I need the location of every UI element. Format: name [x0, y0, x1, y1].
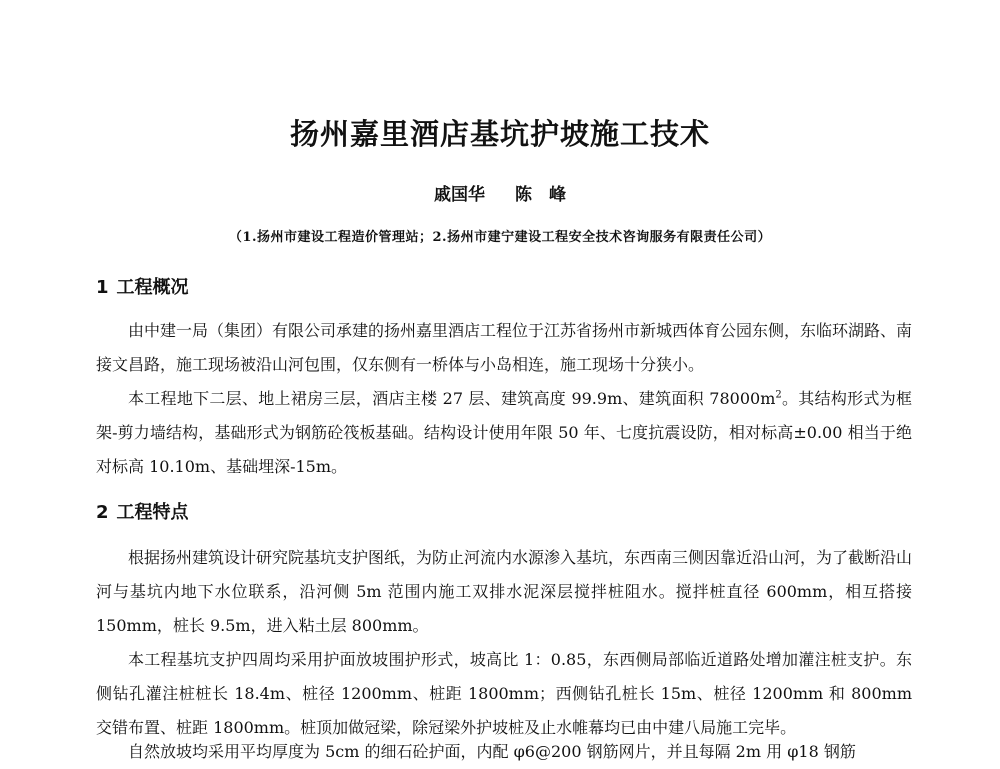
section-number: 2 — [96, 502, 109, 523]
section-title: 工程概况 — [116, 277, 189, 298]
section-heading-features — [96, 498, 189, 524]
section-number: 1 — [96, 277, 109, 298]
paragraph — [96, 382, 912, 484]
paragraph-text: 本工程地下二层、地上裙房三层，酒店主楼 27 层、建筑高度 99.9m、建筑面积 78000m — [128, 389, 776, 408]
affiliation: （1.扬州市建设工程造价管理站；2.扬州市建宁建设工程安全技术咨询服务有限责任公司） — [228, 230, 772, 245]
paper-title: 扬州嘉里酒店基坑护坡施工技术 — [289, 117, 710, 151]
paragraph: 根据扬州建筑设计研究院基坑支护图纸，为防止河流内水源渗入基坑，东西南三侧因靠近沿山河，为了截断沿山河与基坑内地下水位联系，沿河侧 5m 范围内施工双排水泥深层搅拌桩阻水。搅拌桩直径 600mm，相互搭接 150mm，桩长 9.5m，进入粘土层 800mm。 — [96, 548, 913, 635]
paragraph: 自然放坡均采用平均厚度为 5cm 的细石砼护面，内配 φ6@200 钢筋网片，并且每隔 2m 用 φ18 钢筋 — [128, 742, 856, 761]
author-name: 陈 峰 — [515, 185, 566, 205]
author-list — [0, 180, 1000, 205]
author-name: 戚国华 — [434, 185, 485, 205]
paragraph: 由中建一局（集团）有限公司承建的扬州嘉里酒店工程位于江苏省扬州市新城西体育公园东侧，东临环湖路、南接文昌路，施工现场被沿山河包围，仅东侧有一桥体与小岛相连，施工现场十分狭小。 — [96, 321, 913, 374]
section-heading-overview — [96, 273, 189, 299]
paragraph: 本工程基坑支护四周均采用护面放坡围护形式，坡高比 1：0.85，东西侧局部临近道路处增加灌注桩支护。东侧钻孔灌注桩桩长 18.4m、桩径 1200mm、桩距 1800mm；西侧钻孔桩长 15m、桩径 1200mm 和 800mm 交错布置、桩距 1800mm。桩顶加做冠梁，除冠梁外护坡桩及止水帷幕均已由中建八局施工完毕。 — [96, 650, 912, 737]
superscript: 2 — [775, 389, 782, 401]
paragraph-text: 。其结构形式为框架-剪力墙结构，基础形式为钢筋砼筏板基础。结构设计使用年限 50 年、七度抗震设防，相对标高±0.00 相当于绝对标高 10.10m、基础埋深-15m。 — [96, 389, 912, 476]
section-title: 工程特点 — [116, 502, 189, 523]
